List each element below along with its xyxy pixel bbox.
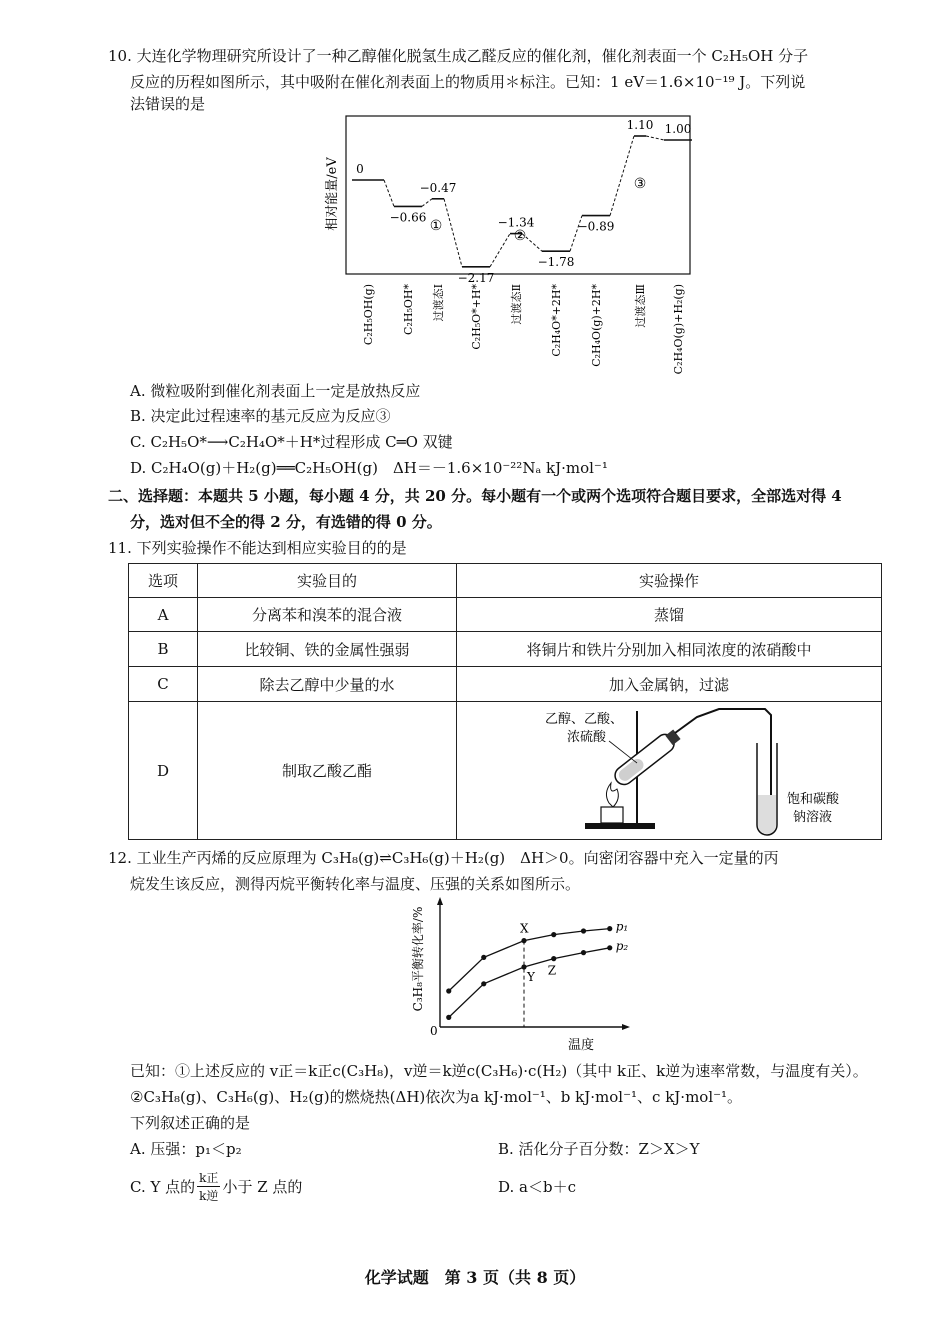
reaction-tube xyxy=(611,727,682,788)
q12-stem-line2: 烷发生该反应，测得丙烷平衡转化率与温度、压强的关系如图所示。 xyxy=(130,875,581,893)
alcohol-lamp xyxy=(601,807,623,823)
conv-x-arrow xyxy=(622,1024,630,1030)
option-c-prefix: C. Y 点的 xyxy=(130,1177,196,1196)
energy-value-label: −1.78 xyxy=(537,255,575,270)
conv-point xyxy=(607,926,612,931)
table-header-option: 选项 xyxy=(129,564,198,598)
energy-value-label: −2.17 xyxy=(457,270,495,285)
conv-point xyxy=(607,945,612,950)
energy-chart-frame xyxy=(346,116,690,274)
page-footer: 化学试题 第 3 页（共 8 页） xyxy=(364,1268,586,1287)
apparatus-label-solution1: 饱和碳酸 xyxy=(787,791,840,807)
conv-point xyxy=(481,955,486,960)
q10-option-d: D. C₂H₄O(g)＋H₂(g)══C₂H₅OH(g) ΔH＝－1.6×10⁻²²Nₐ kJ·mol⁻¹ xyxy=(130,459,608,477)
q10-option-a: A. 微粒吸附到催化剂表面上一定是放热反应 xyxy=(130,382,421,400)
q12-option-b: B. 活化分子百分数：Z＞X＞Y xyxy=(498,1140,700,1158)
energy-value-label: 1.00 xyxy=(664,122,692,136)
table-row xyxy=(129,702,882,840)
energy-category-label: C₂H₄O(g)+2H* xyxy=(590,284,603,367)
conv-point-z-label: Z xyxy=(547,963,557,978)
conv-x-label: 温度 xyxy=(568,1038,595,1053)
table-cell: 制取乙酸乙酯 xyxy=(198,702,457,840)
conv-point xyxy=(446,988,451,993)
table-cell: 蒸馏 xyxy=(457,598,882,632)
section2-line2: 分，选对但不全的得 2 分，有选错的得 0 分。 xyxy=(130,513,442,531)
conv-point xyxy=(551,956,556,961)
energy-connector xyxy=(610,136,634,216)
conv-point xyxy=(581,950,586,955)
energy-value-label: −0.47 xyxy=(419,180,457,195)
conv-point-x-label: X xyxy=(520,921,529,936)
table-cell: 除去乙醇中少量的水 xyxy=(198,667,457,702)
table-row xyxy=(129,632,882,667)
conv-point-y-label: Y xyxy=(527,970,535,984)
conv-y-label: C₃H₈平衡转化率/% xyxy=(411,906,425,1012)
table-header-purpose: 实验目的 xyxy=(198,564,457,598)
energy-plot xyxy=(352,118,692,285)
option-c-fraction xyxy=(197,1169,220,1204)
q10-stem-line1: 10. 大连化学物理研究所设计了一种乙醇催化脱氢生成乙醛反应的催化剂，催化剂表面一个 C₂H₅OH 分子 xyxy=(108,47,809,65)
table-cell: 比较铜、铁的金属性强弱 xyxy=(198,632,457,667)
energy-step-label: ③ xyxy=(633,176,647,192)
energy-profile-chart xyxy=(318,112,698,380)
q12-option-d: D. a＜b＋c xyxy=(498,1178,576,1196)
energy-step-label: ① xyxy=(429,218,443,234)
conv-origin: 0 xyxy=(430,1024,438,1038)
table-cell: C xyxy=(129,667,198,702)
conv-series-label: p₂ xyxy=(615,938,629,953)
conv-y-arrow xyxy=(437,897,443,905)
stand-base xyxy=(585,823,655,829)
energy-value-label: 0 xyxy=(356,162,364,176)
q12-option-c xyxy=(130,1166,302,1206)
energy-value-label: −0.66 xyxy=(389,210,427,225)
conv-point xyxy=(551,932,556,937)
conv-plot xyxy=(446,920,628,1027)
conv-point xyxy=(581,928,586,933)
table-header-operation: 实验操作 xyxy=(457,564,882,598)
apparatus-label-solution2: 钠溶液 xyxy=(793,809,833,825)
energy-value-label: −0.89 xyxy=(577,219,615,234)
table-cell: A xyxy=(129,598,198,632)
q10-option-c: C. C₂H₅O*⟶C₂H₄O*＋H*过程形成 C═O 双键 xyxy=(130,433,453,451)
table-row xyxy=(129,667,882,702)
table-row xyxy=(129,598,882,632)
conv-series-label: p₁ xyxy=(615,919,629,934)
apparatus-label-reagents: 乙醇、乙酸、 xyxy=(545,711,624,727)
option-c-suffix: 小于 Z 点的 xyxy=(222,1177,303,1196)
q10-stem-line3: 法错误的是 xyxy=(130,95,206,113)
q10-option-b: B. 决定此过程速率的基元反应为反应③ xyxy=(130,407,391,425)
apparatus-label-acid: 浓硫酸 xyxy=(567,729,607,745)
energy-category-label: C₂H₅OH* xyxy=(402,284,415,335)
q11-table xyxy=(128,563,882,840)
table-cell: B xyxy=(129,632,198,667)
fraction-denominator: k逆 xyxy=(199,1188,219,1203)
energy-connector xyxy=(646,136,664,140)
table-cell: 将铜片和铁片分别加入相同浓度的浓硝酸中 xyxy=(457,632,882,667)
flame-icon xyxy=(606,783,618,807)
apparatus-cell xyxy=(457,702,882,840)
table-cell: 加入金属钠，过滤 xyxy=(457,667,882,702)
table-cell: 分离苯和溴苯的混合液 xyxy=(198,598,457,632)
energy-connector xyxy=(384,180,394,206)
conv-point xyxy=(446,1015,451,1020)
q12-option-a: A. 压强：p₁＜p₂ xyxy=(130,1140,242,1158)
ester-apparatus-diagram xyxy=(457,703,877,839)
energy-connector xyxy=(490,234,510,267)
q11-stem: 11. 下列实验操作不能达到相应实验目的的是 xyxy=(108,539,407,557)
energy-category-label: 过渡态Ⅲ xyxy=(634,284,647,328)
energy-category-label: 过渡态Ⅰ xyxy=(432,284,445,322)
energy-category-label: C₂H₅O*+H* xyxy=(470,284,483,350)
sodium-carbonate-solution xyxy=(758,795,776,834)
table-header-row xyxy=(129,564,882,598)
table-cell: D xyxy=(129,702,198,840)
energy-connector xyxy=(444,199,462,267)
energy-value-label: 1.10 xyxy=(626,118,654,132)
energy-step-label: ② xyxy=(513,228,527,244)
energy-category-label: C₂H₅OH(g) xyxy=(362,284,375,346)
energy-category-label: 过渡态Ⅱ xyxy=(510,284,523,325)
energy-y-label: 相对能量/eV xyxy=(325,157,340,231)
energy-connector xyxy=(422,199,432,207)
q12-known-line1: 已知：①上述反应的 v正＝k正c(C₃H₈)，v逆＝k逆c(C₃H₆)·c(H₂)（其中 k正、k逆为速率常数，与温度有关）。 xyxy=(130,1062,868,1080)
energy-category-label: C₂H₄O(g)+H₂(g) xyxy=(672,284,685,375)
fraction-numerator: k正 xyxy=(199,1170,219,1185)
energy-value-label: −1.34 xyxy=(497,215,535,230)
energy-category-labels xyxy=(362,284,685,375)
label-pointer xyxy=(609,741,637,763)
q12-known-line2: ②C₃H₈(g)、C₃H₆(g)、H₂(g)的燃烧热(ΔH)依次为a kJ·mol⁻¹、b kJ·mol⁻¹、c kJ·mol⁻¹。 xyxy=(130,1088,743,1106)
q12-stem-line1: 12. 工业生产丙烯的反应原理为 C₃H₈(g)⇌C₃H₆(g)＋H₂(g) ΔH＞0。向密闭容器中充入一定量的丙 xyxy=(108,849,779,867)
conversion-chart xyxy=(410,897,640,1055)
conv-point xyxy=(481,981,486,986)
energy-category-label: C₂H₄O*+2H* xyxy=(550,284,563,357)
q10-stem-line2: 反应的历程如图所示，其中吸附在催化剂表面上的物质用＊标注。已知：1 eV＝1.6×10⁻¹⁹ J。下列说 xyxy=(130,73,806,91)
section2-line1: 二、选择题：本题共 5 小题，每小题 4 分，共 20 分。每小题有一个或两个选项符合题目要求，全部选对得 4 xyxy=(108,487,842,505)
q12-ask: 下列叙述正确的是 xyxy=(130,1114,251,1132)
